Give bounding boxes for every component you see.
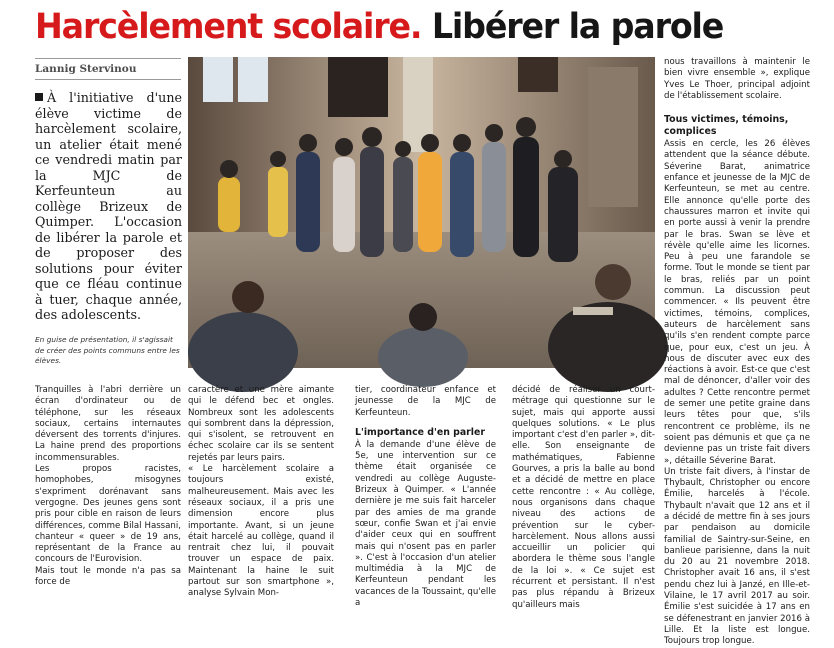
article-lead bbox=[35, 90, 182, 323]
byline: Lannig Stervinou bbox=[35, 63, 137, 75]
paragraph: Tranquilles à l'abri derrière un écran d'ordinateur ou de téléphone, sur les réseaux sociaux, certains internautes déversent des torrents d'injures. La haine prend des proportions incommensurables. bbox=[35, 385, 181, 463]
lead-bullet-icon bbox=[35, 93, 43, 101]
paragraph: caractère et une mère aimante qui le défend bec et ongles. Nombreux sont les adolescents qui sombrent dans la dépression, qui s'isolent, se retrouvent en échec scolaire car ils se sentent rejetés par leurs pairs. bbox=[188, 385, 334, 463]
paragraph: « Le harcèlement scolaire a toujours existé, malheureusement. Mais avec les réseaux sociaux, il a pris une dimension encore plus importante. Avant, si un jeune était harcelé au collège, quand il rentrait chez lui, il pouvait trouver un espace de paix. Maintenant la haine le suit partout sur son smartphone », analyse Sylvain Mon- bbox=[188, 464, 334, 599]
paragraph: Assis en cercle, les 26 élèves attendent que la séance débute. Séverine Barat, animatrice enfance et jeunesse de la MJC de Kerfeunteun, se met au centre. Elle annonce qu'elle porte des chaussures marron et invite qui en porte aussi à venir la prendre par le bras. Swan se lève et révèle qu'elle aime les licornes. Peu à peu une farandole se forme. Tout le monde se tient par le bras, reliés par un point commun. La discussion peut commencer. « Ils peuvent être victimes, témoins, complices, auteurs de harcèlement sans qu'ils s'en rendent compte parce que, pour eux, c'est un jeu. À nous de discuter avec eux des réactions à avoir. Est-ce que c'est mal de dénoncer, d'aller voir des adultes ? Cette rencontre permet de semer une petite graine dans leurs têtes pour que, s'ils rencontrent ce problème, ils ne soient pas démunis et que ça ne devienne pas un triste fait divers », détaille Séverine Barat. bbox=[664, 139, 810, 466]
headline-red-part: Harcèlement scolaire. bbox=[35, 7, 422, 47]
article-column-4 bbox=[512, 385, 655, 611]
article-column-2 bbox=[188, 385, 334, 600]
photo-caption: En guise de présentation, il s'agissait de créer des points communs entre les élèves. bbox=[35, 335, 180, 365]
lead-text: À l'initiative d'une élève victime de harcèlement scolaire, un atelier était mené ce vendredi matin par la MJC de Kerfeunteun au collège Brizeux de Quimper. L'occasion de libérer la parole et de proposer des solutions pour éviter que ce fléau continue à tuer, chaque année, des adolescents. bbox=[35, 90, 182, 322]
paragraph: À la demande d'une élève de 5e, une intervention sur ce thème était organisée ce vendredi au collège Auguste-Brizeux à Quimper. « L'année dernière je me suis fait harceler par des amies de ma grande sœur, confie Swan et j'ai envie d'aider ceux qui en souffrent mais qui n'osent pas en parler ». C'est à l'occasion d'un atelier multimédia à la MJC de Kerfeunteun pendant les vacances de la Toussaint, qu'elle a bbox=[355, 439, 496, 609]
article-photo bbox=[188, 57, 655, 368]
paragraph: nous travaillons à maintenir le bien vivre ensemble », explique Yves Le Thoer, principal adjoint de l'établissement scolaire. bbox=[664, 57, 810, 101]
paragraph: décidé de réaliser un court-métrage qui questionne sur le sujet, mais qui apporte aussi quelques solutions. « Le plus important c'est d'en parler », dit-elle. Son enseignante de mathématiques, Fabienne Gourves, a pris la balle au bond et a décidé de mettre en place cette rencontre : « Au collège, nous organisons dans chaque niveau des actions de prévention sur le cyber-harcèlement. Nous allons aussi accueillir un policier qui abordera le thème sous l'angle de la loi ». « Ce sujet est récurrent et persistant. Il n'est pas plus répandu à Brizeux qu'ailleurs mais bbox=[512, 385, 655, 610]
paragraph: tier, coordinateur enfance et jeunesse de la MJC de Kerfeunteun. bbox=[355, 385, 496, 418]
paragraph: Mais tout le monde n'a pas sa force de bbox=[35, 565, 181, 588]
subheading: Tous victimes, témoins, complices bbox=[664, 114, 789, 138]
article-headline bbox=[35, 6, 723, 48]
article-column-5 bbox=[664, 57, 810, 648]
paragraph: Les propos racistes, homophobes, misogynes s'expriment dorénavant sans vergogne. Des jeunes gens sont pris pour cible en raison de leurs différences, comme Bilal Hassani, chanteur « queer » de 19 ans, représentant de la France au concours de l'Eurovision. bbox=[35, 464, 181, 565]
classroom-circle-photo bbox=[188, 57, 655, 368]
article-column-3 bbox=[355, 385, 496, 609]
paragraph: Un triste fait divers, à l'instar de Thybault, Christopher ou encore Émilie, harcelés à l'école. Thybault n'avait que 12 ans et il a décidé de mettre fin à ses jours par pendaison au domicile familial de Saintry-sur-Seine, en banlieue parisienne, dans la nuit du 20 au 21 novembre 2018. Christopher avait 16 ans, il s'est pendu chez lui à Janzé, en Ille-et-Vilaine, le 17 avril 2017 au soir. Émilie s'est suicidée à 17 ans en se défenestrant en janvier 2016 à Lille. Et la liste est longue. Toujours trop longue. bbox=[664, 466, 810, 647]
headline-black-part: Libérer la parole bbox=[431, 7, 724, 47]
byline-top-rule bbox=[35, 58, 181, 59]
subheading: L'importance d'en parler bbox=[355, 426, 485, 438]
byline-bottom-rule bbox=[35, 79, 181, 80]
article-column-1 bbox=[35, 385, 181, 588]
